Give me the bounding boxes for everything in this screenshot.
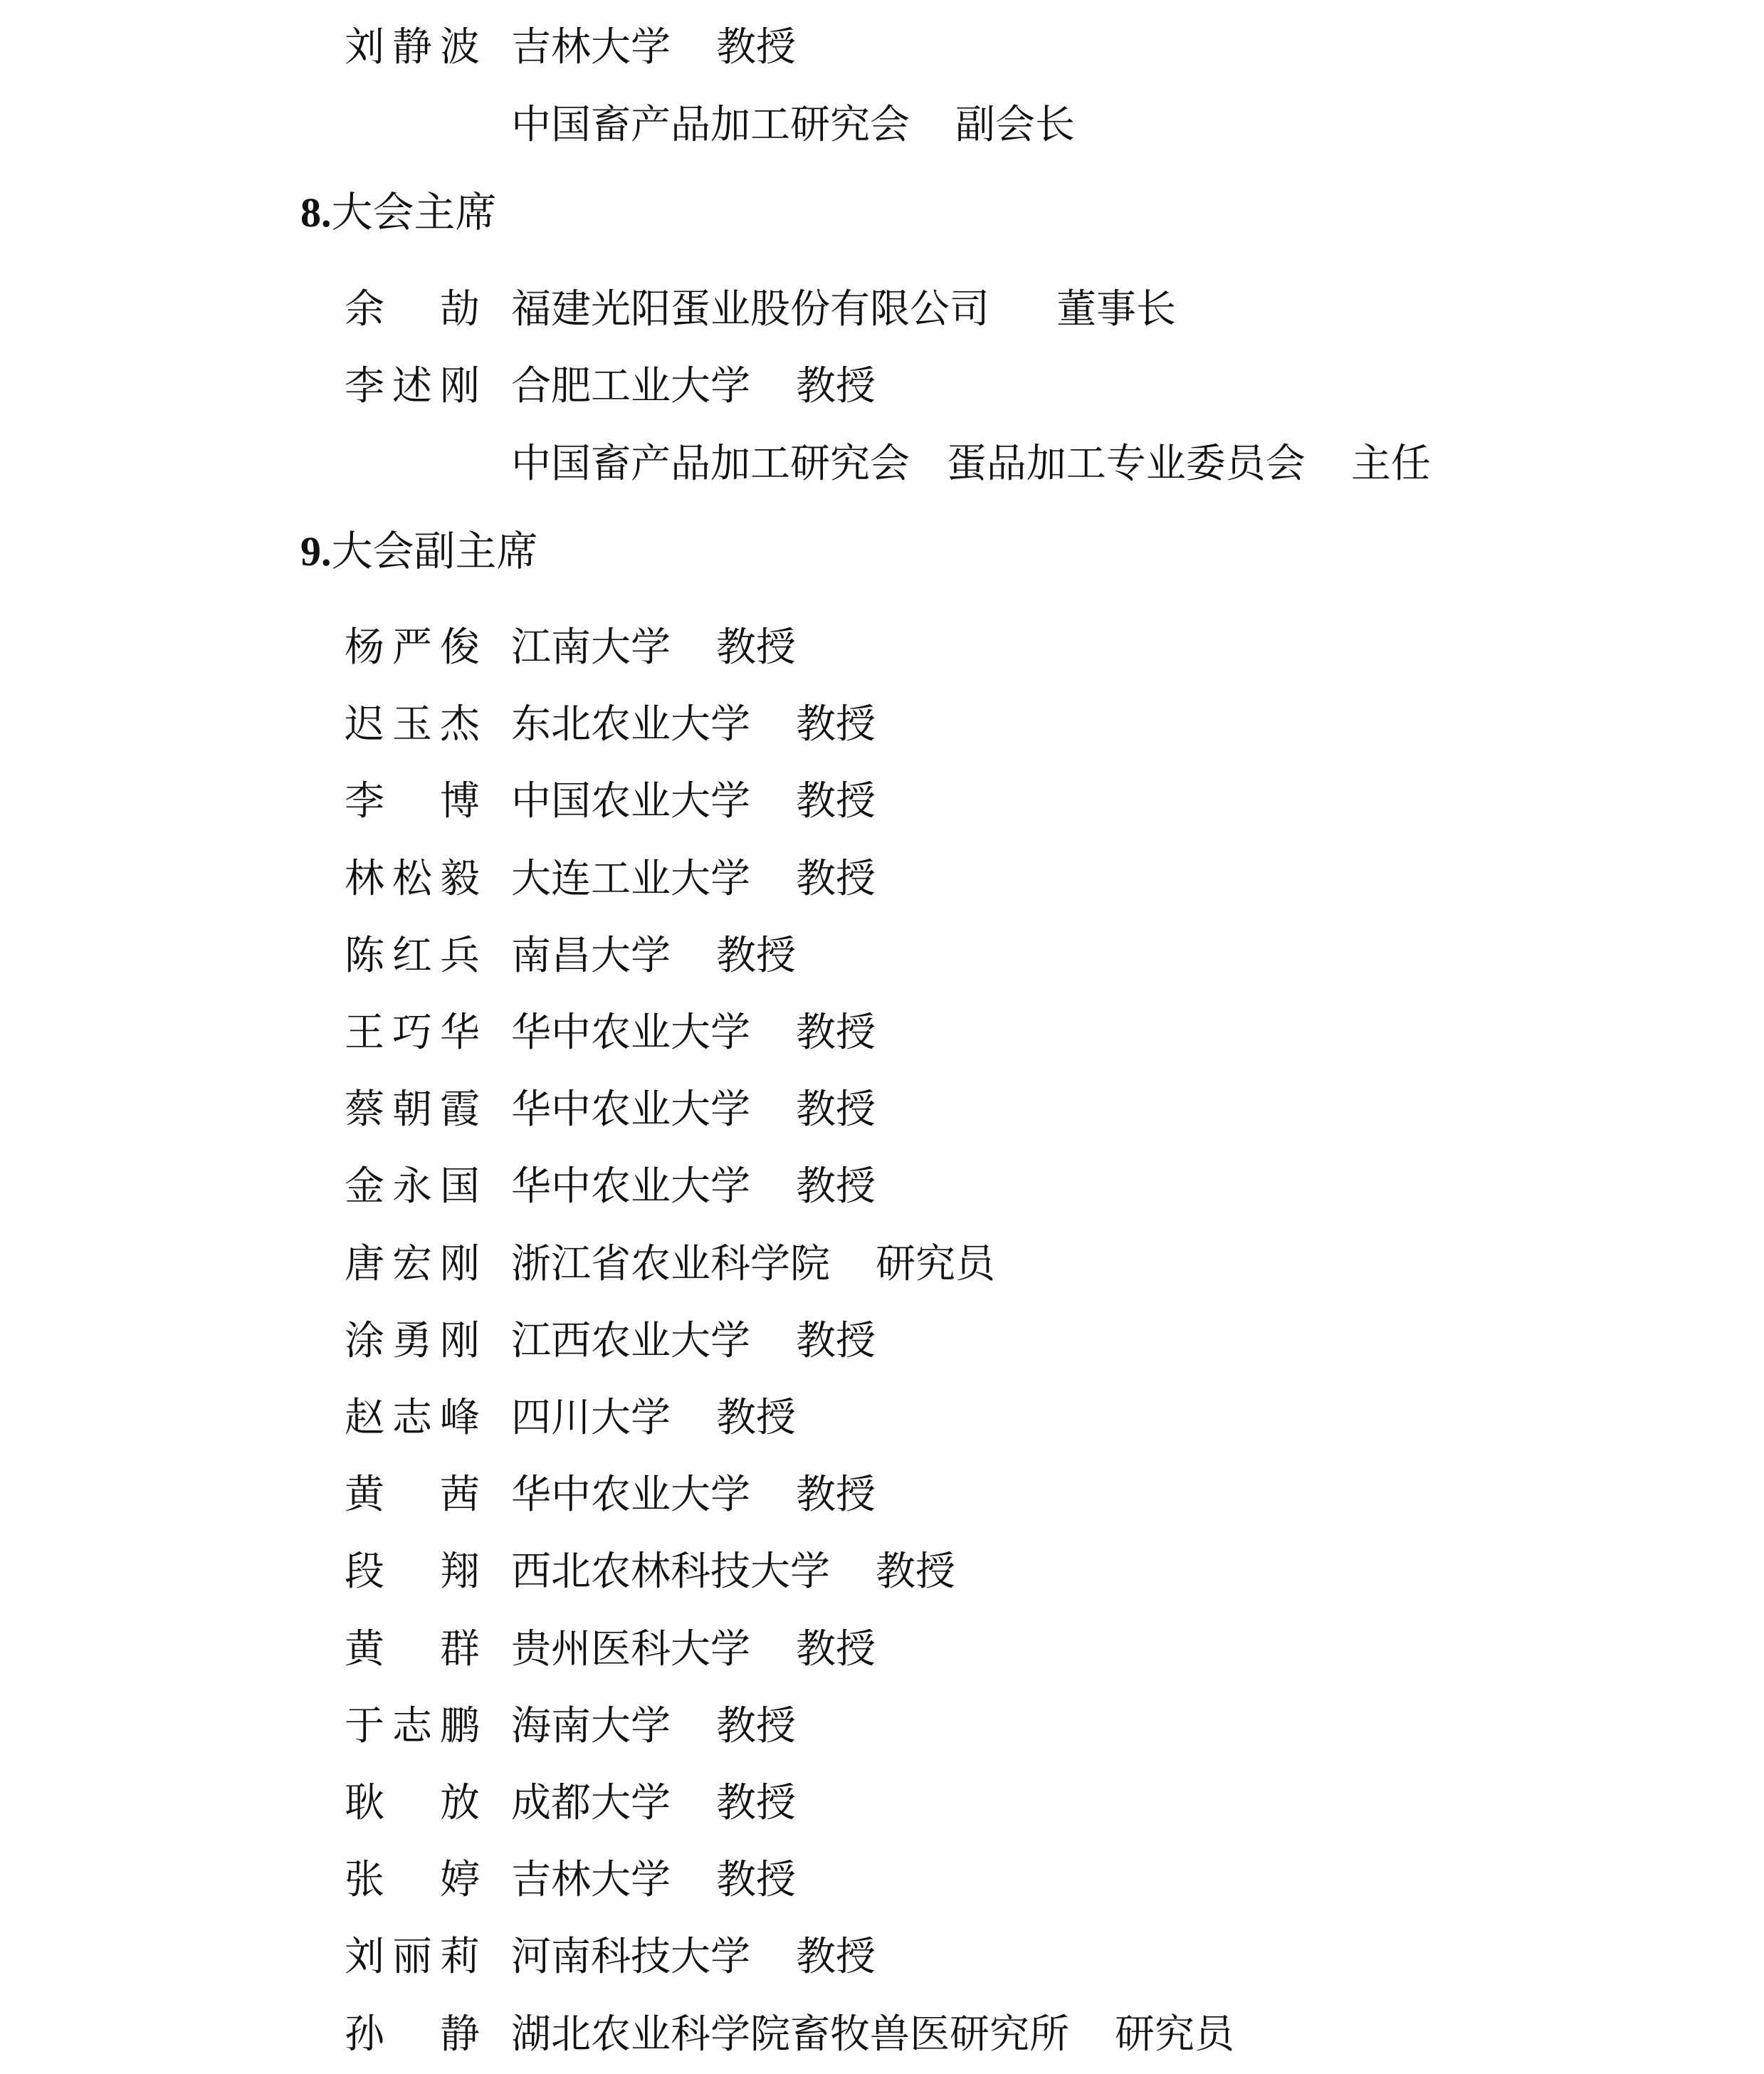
section-heading-9 [300, 523, 538, 580]
member-org: 中国畜产品加工研究会 蛋品加工专业委员会 [511, 441, 1306, 487]
member-title: 教授 [796, 778, 876, 825]
member-org: 南昌大学 [511, 932, 671, 979]
member-title: 教授 [716, 24, 796, 70]
member-title: 教授 [796, 363, 876, 409]
member-affiliation [511, 2006, 1234, 2063]
member-org: 大连工业大学 [511, 855, 750, 902]
member-org: 华中农业大学 [511, 1472, 750, 1519]
member-name: 蔡 朝 霞 [345, 1086, 480, 1133]
section-title: 大会副主席 [331, 527, 538, 575]
member-name: 于 志 鹏 [345, 1702, 480, 1749]
member-name: 段 翔 [345, 1549, 480, 1596]
member-org: 河南科技大学 [511, 1934, 750, 1981]
section-title: 大会主席 [331, 188, 497, 236]
member-org: 华中农业大学 [511, 1086, 750, 1133]
member-affiliation [511, 1313, 876, 1370]
member-org: 贵州医科大学 [511, 1625, 750, 1672]
member-title: 教授 [796, 1163, 876, 1210]
member-name: 林 松 毅 [345, 855, 480, 902]
member-title: 教授 [716, 1780, 796, 1826]
member-affiliation [511, 773, 876, 830]
member-title: 教授 [716, 1395, 796, 1441]
member-title: 教授 [796, 855, 876, 902]
member-org: 吉林大学 [511, 24, 671, 70]
member-title: 主任 [1350, 441, 1431, 487]
member-title: 董事长 [1056, 286, 1176, 332]
member-org: 吉林大学 [511, 1857, 671, 1904]
member-org: 福建光阳蛋业股份有限公司 [511, 286, 989, 332]
member-org: 中国畜产品加工研究会 [511, 102, 910, 148]
member-name: 涂 勇 刚 [345, 1317, 480, 1364]
member-org: 成都大学 [511, 1780, 671, 1826]
member-name: 耿 放 [345, 1780, 480, 1826]
member-name: 刘 丽 莉 [345, 1934, 480, 1981]
member-org: 浙江省农业科学院 [511, 1240, 830, 1287]
member-org: 湖北农业科学院畜牧兽医研究所 [511, 2011, 1069, 2058]
member-org: 合肥工业大学 [511, 363, 750, 409]
member-affiliation [511, 1852, 796, 1909]
member-title: 教授 [796, 1086, 876, 1133]
section-heading-8 [300, 184, 497, 241]
member-org: 海南大学 [511, 1702, 671, 1749]
member-affiliation [511, 1544, 955, 1601]
member-affiliation [511, 1698, 796, 1755]
member-name: 李 述 刚 [345, 363, 480, 409]
section-number: 9. [300, 528, 332, 575]
member-org: 东北农业大学 [511, 701, 750, 748]
member-name: 刘 静 波 [345, 24, 480, 70]
member-title: 研究员 [876, 1240, 995, 1287]
member-affiliation [511, 19, 796, 76]
member-affiliation [511, 696, 876, 753]
member-title: 教授 [796, 1317, 876, 1364]
member-affiliation [511, 1929, 876, 1986]
member-name: 李 博 [345, 778, 480, 825]
member-name: 金 永 国 [345, 1163, 480, 1210]
member-title: 教授 [796, 1934, 876, 1981]
member-name: 王 巧 华 [345, 1010, 480, 1056]
member-title: 教授 [796, 1472, 876, 1519]
member-affiliation [511, 358, 876, 415]
member-affiliation [511, 1081, 876, 1138]
member-name: 孙 静 [345, 2011, 480, 2058]
member-affiliation [511, 1005, 876, 1062]
member-title: 教授 [716, 1857, 796, 1904]
member-affiliation [511, 1390, 796, 1447]
member-affiliation [511, 1621, 876, 1678]
member-org: 华中农业大学 [511, 1010, 750, 1056]
member-title: 教授 [796, 1625, 876, 1672]
member-name: 余 劼 [345, 286, 480, 332]
member-name: 迟 玉 杰 [345, 701, 480, 748]
member-title: 教授 [716, 932, 796, 979]
member-affiliation [511, 436, 1431, 493]
member-title: 教授 [796, 1010, 876, 1056]
member-affiliation [511, 281, 1176, 338]
member-affiliation [511, 1236, 995, 1293]
member-title: 教授 [796, 701, 876, 748]
member-org: 江南大学 [511, 624, 671, 671]
member-org: 华中农业大学 [511, 1163, 750, 1210]
member-org: 四川大学 [511, 1395, 671, 1441]
member-title: 副会长 [955, 102, 1075, 148]
member-affiliation [511, 1158, 876, 1215]
member-affiliation [511, 619, 796, 676]
member-org: 江西农业大学 [511, 1317, 750, 1364]
member-title: 教授 [716, 624, 796, 671]
member-name: 唐 宏 刚 [345, 1240, 480, 1287]
member-title: 教授 [716, 1702, 796, 1749]
member-org: 中国农业大学 [511, 778, 750, 825]
section-number: 8. [300, 189, 332, 236]
member-name: 黄 群 [345, 1625, 480, 1672]
member-org: 西北农林科技大学 [511, 1549, 830, 1596]
member-name: 杨 严 俊 [345, 624, 480, 671]
member-affiliation [511, 928, 796, 985]
member-affiliation [511, 97, 1075, 154]
member-name: 陈 红 兵 [345, 932, 480, 979]
member-affiliation [511, 1467, 876, 1524]
member-name: 黄 茜 [345, 1472, 480, 1519]
member-name: 赵 志 峰 [345, 1395, 480, 1441]
member-affiliation [511, 851, 876, 908]
member-affiliation [511, 1775, 796, 1832]
member-title: 教授 [876, 1549, 955, 1596]
member-name: 张 婷 [345, 1857, 480, 1904]
member-title: 研究员 [1115, 2011, 1234, 2058]
